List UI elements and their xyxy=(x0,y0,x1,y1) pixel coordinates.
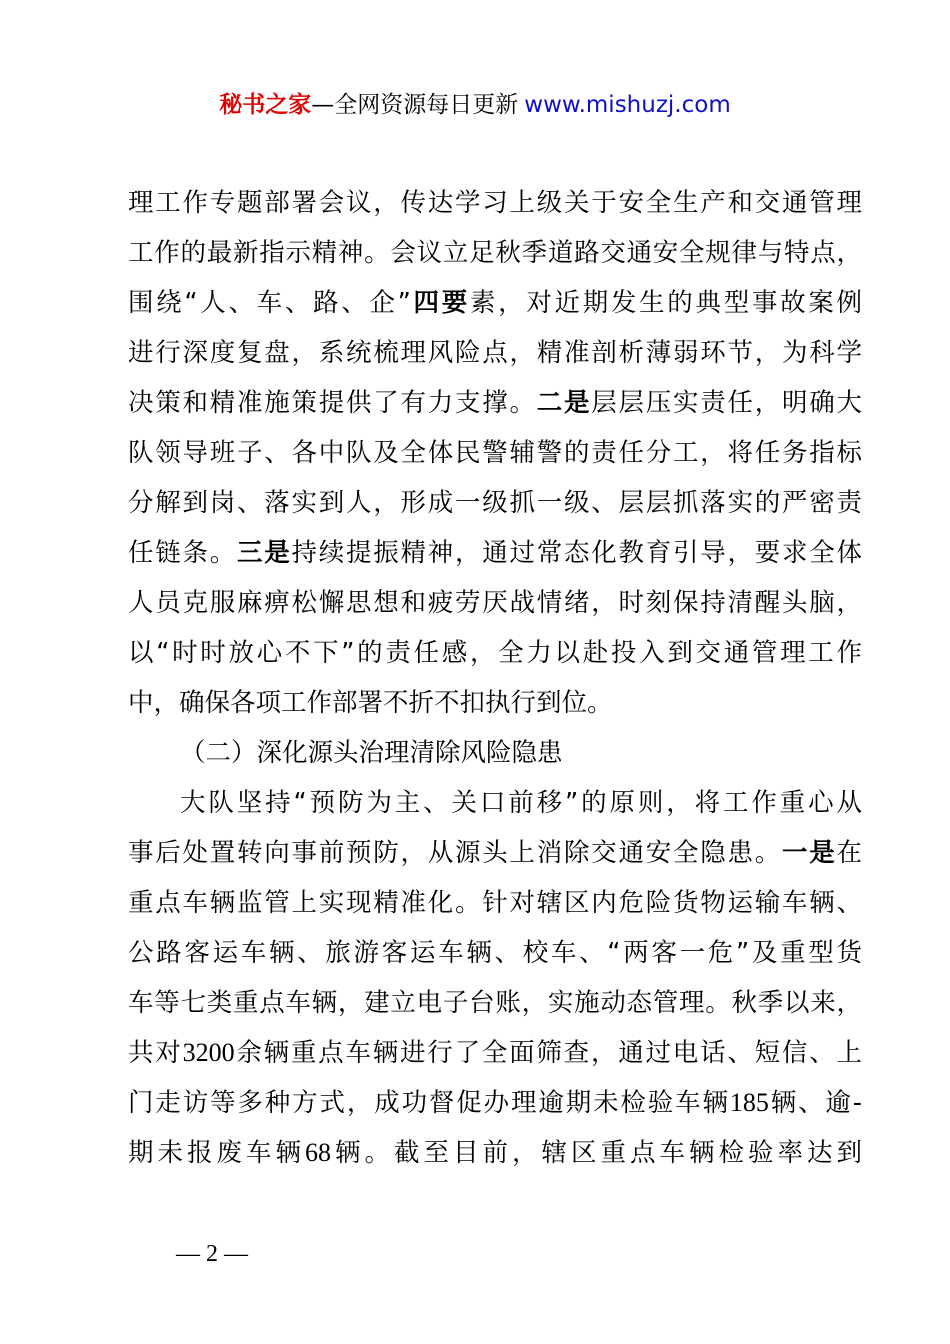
bold-emphasis: 一是 xyxy=(781,838,837,868)
brand-name: 秘书之家 xyxy=(219,92,312,118)
bold-emphasis: 四要 xyxy=(410,288,470,318)
text-line: 车等七类重点车辆，建立电子台账，实施动态管理。秋季以来， xyxy=(128,988,862,1018)
section-heading: （二）深化源头治理清除风险隐患 xyxy=(180,738,563,768)
text-line: 分解到岗、落实到人，形成一级抓一级、层层抓落实的严密责 xyxy=(128,488,862,518)
text-line: 任链条。三是持续提振精神，通过常态化教育引导，要求全体 xyxy=(128,538,862,568)
text-line: 以“时时放心不下”的责任感，全力以赴投入到交通管理工作 xyxy=(128,638,862,668)
text-line: 中，确保各项工作部署不折不扣执行到位。 xyxy=(128,688,613,718)
text-line: 人员克服麻痹松懈思想和疲劳厌战情绪，时刻保持清醒头脑， xyxy=(128,588,862,618)
text-line: 大队坚持“预防为主、关口前移”的原则，将工作重心从 xyxy=(180,788,862,818)
text-line: 事后处置转向事前预防，从源头上消除交通安全隐患。一是在 xyxy=(128,838,862,868)
bold-emphasis: 二是 xyxy=(536,388,592,418)
text-line: 队领导班子、各中队及全体民警辅警的责任分工，将任务指标 xyxy=(128,438,862,468)
text-line: 围绕“人、车、路、企”四要素，对近期发生的典型事故案例 xyxy=(128,288,862,318)
text-line: 公路客运车辆、旅游客运车辆、校车、“两客一危”及重型货 xyxy=(128,938,862,968)
text-line: 决策和精准施策提供了有力支撑。二是层层压实责任，明确大 xyxy=(128,388,862,418)
text-line: 进行深度复盘，系统梳理风险点，精准剖析薄弱环节，为科学 xyxy=(128,338,862,368)
site-banner xyxy=(0,88,950,122)
text-line: 共对3200余辆重点车辆进行了全面筛查，通过电话、短信、上 xyxy=(128,1038,862,1068)
text-line: 工作的最新指示精神。会议立足秋季道路交通安全规律与特点， xyxy=(128,238,862,268)
text-line: 重点车辆监管上实现精准化。针对辖区内危险货物运输车辆、 xyxy=(128,888,862,918)
text-line: 期未报废车辆68辆。截至目前，辖区重点车辆检验率达到 xyxy=(128,1138,862,1168)
banner-slogan: —全网资源每日更新 xyxy=(311,92,519,118)
text-line: 门走访等多种方式，成功督促办理逾期未检验车辆185辆、逾- xyxy=(128,1088,862,1118)
document-body xyxy=(128,178,862,1178)
bold-emphasis: 三是 xyxy=(237,538,292,568)
page-number: — 2 — xyxy=(176,1241,248,1267)
text-line: 理工作专题部署会议，传达学习上级关于安全生产和交通管理 xyxy=(128,188,862,218)
site-url-link[interactable]: www.mishuzj.com xyxy=(524,92,731,118)
